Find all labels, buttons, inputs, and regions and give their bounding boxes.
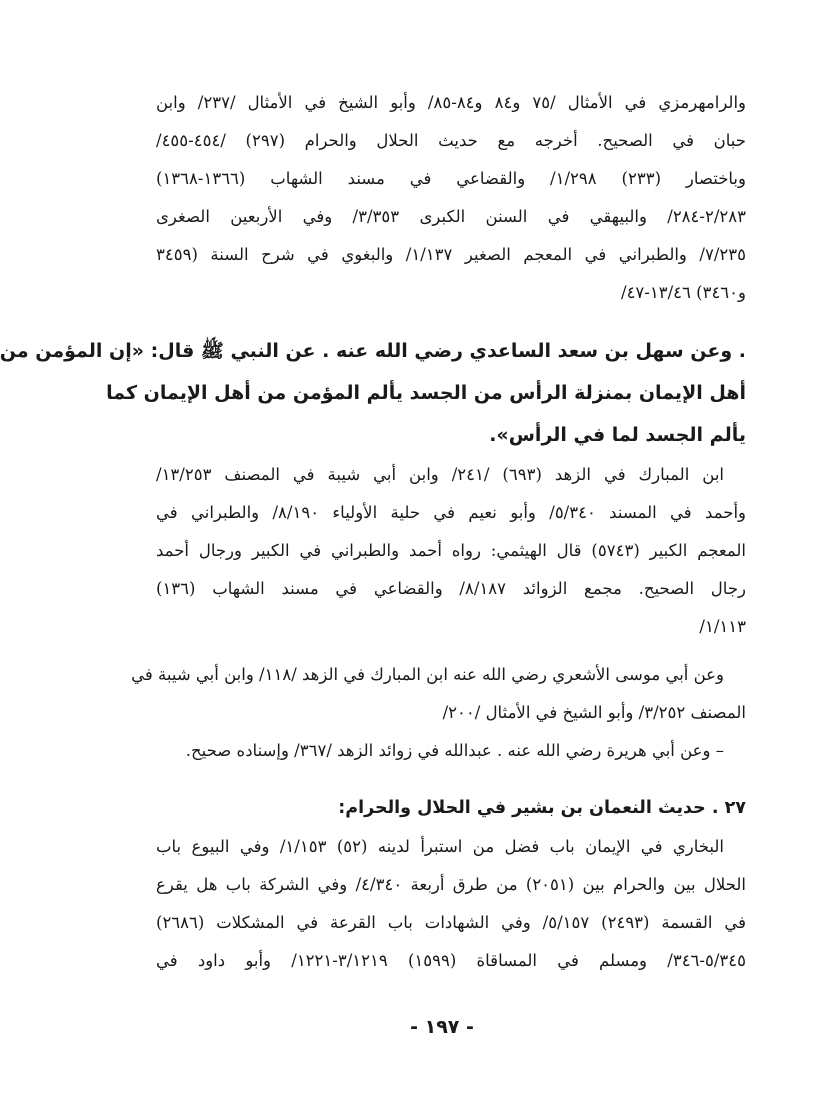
text-line: حبان في الصحيح. أخرجه مع حديث الحلال والحرام (٢٩٧) /٤٥٤-٤٥٥/	[156, 131, 746, 150]
text-line: وباختصار (٢٣٣) ١/٢٩٨/ والقضاعي في مسند الشهاب (١٣٦٦-١٣٦٨)	[156, 169, 746, 188]
text-line: البخاري في الإيمان باب فضل من استبرأ لدينه (٥٢) ١/١٥٣/ وفي البيوع باب	[156, 837, 724, 856]
text-line: رجال الصحيح. مجمع الزوائد ٨/١٨٧/ والقضاعي في مسند الشهاب (١٣٦)	[156, 579, 746, 598]
citation-block-1	[156, 84, 746, 312]
section-heading: ٢٧ . حديث النعمان بن بشير في الحلال والحرام:	[338, 798, 746, 818]
page-body	[0, 84, 747, 980]
citation-block-3	[131, 656, 746, 732]
text-line: ٧/٢٣٥/ والطبراني في المعجم الصغير ١/١٣٧/ والبغوي في شرح السنة (٣٤٥٩	[156, 245, 746, 264]
text-line: و٣٤٦٠) ١٣/٤٦-٤٧/	[621, 283, 746, 302]
citation-block-4	[156, 732, 746, 770]
text-line: وعن أبي موسى الأشعري رضي الله عنه ابن المبارك في الزهد /١١٨/ وابن أبي شيبة في	[131, 665, 724, 684]
text-line: ٢/٢٨٣-٢٨٤/ والبيهقي في السنن الكبرى ٣/٣٥٣/ وفي الأربعين الصغرى	[156, 207, 746, 226]
text-line: في القسمة (٢٤٩٣) ٥/١٥٧/ وفي الشهادات باب القرعة في المشكلات (٢٦٨٦)	[156, 913, 747, 932]
text-line: المعجم الكبير (٥٧٤٣) قال الهيثمي: رواه أحمد والطبراني في الكبير ورجال أحمد	[156, 541, 746, 560]
hadith-text	[0, 330, 746, 456]
text-line: والرامهرمزي في الأمثال /٧٥ و٨٤ و٨٤-٨٥/ وأبو الشيخ في الأمثال /٢٣٧/ وابن	[156, 93, 747, 112]
citation-block-5	[156, 828, 746, 980]
text-line: الحلال بين والحرام بين (٢٠٥١) من طرق أربعة ٤/٣٤٠/ وفي الشركة باب هل يقرع	[156, 875, 746, 894]
hadith-line: أهل الإيمان بمنزلة الرأس من الجسد يألم المؤمن من أهل الإيمان كما	[106, 382, 746, 404]
text-line: ابن المبارك في الزهد (٦٩٣) /٢٤١/ وابن أبي شيبة في المصنف ١٣/٢٥٣/	[156, 465, 724, 484]
text-line: ٥/٣٤٥-٣٤٦/ ومسلم في المساقاة (١٥٩٩) ٣/١٢١٩-١٢٢١/ وأبو داود في	[156, 951, 747, 970]
hadith-line: يألم الجسد لما في الرأس».	[489, 424, 746, 446]
text-line: – وعن أبي هريرة رضي الله عنه . عبدالله في زوائد الزهد /٣٦٧/ وإسناده صحيح.	[185, 741, 724, 760]
citation-block-2	[156, 456, 746, 646]
text-line: ١/١١٣/	[699, 617, 746, 636]
hadith-line: . وعن سهل بن سعد الساعدي رضي الله عنه . عن النبي ﷺ قال: «إن المؤمن من	[0, 340, 746, 362]
page-number: - ١٩٧ -	[410, 1016, 474, 1038]
text-line: وأحمد في المسند ٥/٣٤٠/ وأبو نعيم في حلية الأولياء ٨/١٩٠/ والطبراني في	[156, 503, 746, 522]
text-line: المصنف ٣/٢٥٢/ وأبو الشيخ في الأمثال /٢٠٠/	[442, 703, 746, 722]
